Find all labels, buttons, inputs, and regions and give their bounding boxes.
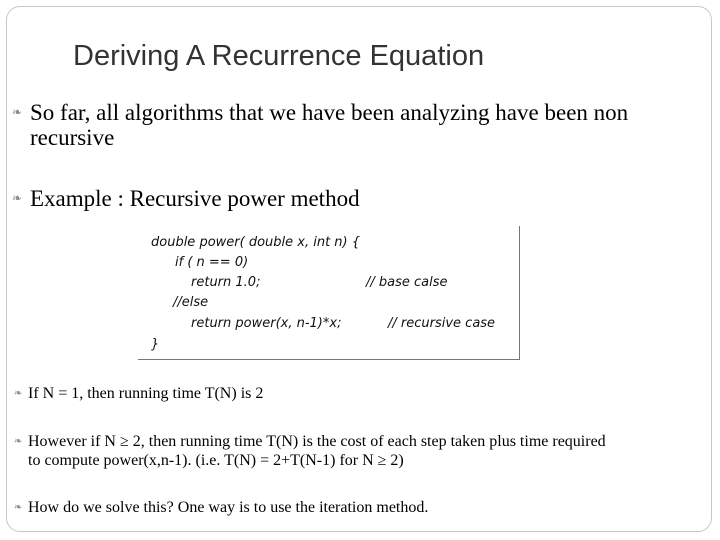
code-line: double power( double x, int n) { [151,235,361,250]
bullet-recurrence [0,432,712,470]
code-line: return 1.0; [191,275,261,290]
bullet-text: How do we solve this? One way is to use the iteration method. [28,499,429,516]
bullet-iteration [0,498,712,517]
bullet-text-line: However if N ≥ 2, then running time T(N) is the cost of each step taken plus time required [28,433,606,450]
bullet-nonrecursive [0,100,712,150]
code-comment: // recursive case [388,316,496,331]
code-line: } [151,337,160,352]
bullet-text: Example : Recursive power method [30,186,360,211]
code-comment: // base calse [366,275,448,290]
code-line: return power(x, n-1)*x; [191,316,342,331]
leaf-bullet-icon: ❧ [12,105,23,119]
bullet-example [0,186,712,211]
bullet-text: So far, all algorithms that we have been analyzing have been non recursive [30,100,629,150]
bullet-base-case [0,384,712,403]
code-line: //else [173,295,209,310]
code-line: if ( n == 0) [175,255,249,270]
bullet-text: If N = 1, then running time T(N) is 2 [28,385,264,402]
bullet-text [28,432,606,470]
code-snippet [138,226,520,360]
leaf-bullet-icon: ❧ [14,436,23,447]
leaf-bullet-icon: ❧ [12,191,23,205]
slide-title: Deriving A Recurrence Equation [73,40,485,72]
leaf-bullet-icon: ❧ [14,502,23,513]
leaf-bullet-icon: ❧ [14,388,23,399]
bullet-text-line: to compute power(x,n-1). (i.e. T(N) = 2+T(N-1) for N ≥ 2) [28,452,404,469]
